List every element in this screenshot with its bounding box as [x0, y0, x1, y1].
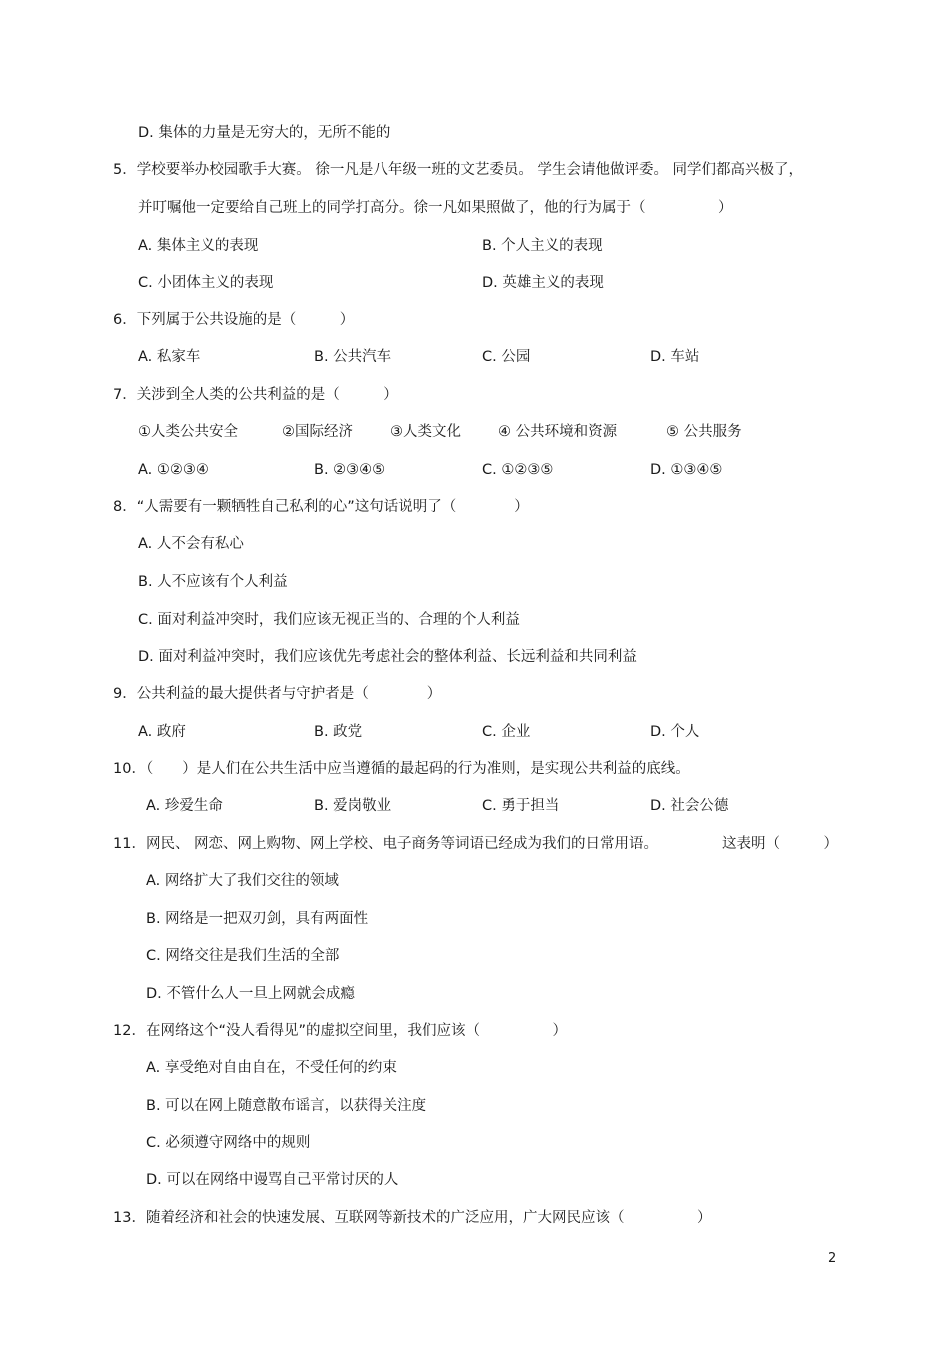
q11-option-d: D. 不管什么人一旦上网就会成瘾 [146, 986, 355, 1002]
q7-item-1: ①人类公共安全 [138, 424, 238, 440]
q5-option-b: B. 个人主义的表现 [482, 238, 603, 254]
q9-option-b: B. 政党 [314, 724, 363, 740]
q10-option-b: B. 爱岗敬业 [314, 798, 392, 814]
question-8: 8．“人需要有一颗牺牲自己私利的心”这句话说明了（ ） [113, 499, 529, 515]
q9-option-c: C. 企业 [482, 724, 531, 740]
q7-option-d: D. ①③④⑤ [650, 462, 723, 478]
question-9-options [0, 722, 950, 742]
q6-option-b: B. 公共汽车 [314, 349, 392, 365]
question-10-options [0, 796, 950, 816]
question-5-options-row-1 [0, 236, 950, 256]
q10-option-d: D. 社会公德 [650, 798, 729, 814]
q7-item-2: ②国际经济 [282, 424, 353, 440]
q12-option-a: A. 享受绝对自由自在，不受任何的约束 [146, 1060, 397, 1076]
q5-option-c: C. 小团体主义的表现 [138, 275, 274, 291]
question-12: 12．在网络这个“没人看得见”的虚拟空间里，我们应该（ ） [113, 1023, 567, 1039]
q9-option-d: D. 个人 [650, 724, 700, 740]
question-13: 13．随着经济和社会的快速发展、互联网等新技术的广泛应用，广大网民应该（ ） [113, 1210, 712, 1226]
q5-option-d: D. 英雄主义的表现 [482, 275, 604, 291]
question-11: 11．网民、 网恋、网上购物、网上学校、电子商务等词语已经成为我们的日常用语。 [113, 836, 659, 852]
q11-option-a: A. 网络扩大了我们交往的领域 [146, 873, 339, 889]
q12-option-c: C. 必须遵守网络中的规则 [146, 1135, 311, 1151]
q11-option-b: B. 网络是一把双刃剑，具有两面性 [146, 911, 369, 927]
question-7-options [0, 460, 950, 480]
q8-option-b: B. 人不应该有个人利益 [138, 574, 288, 590]
q7-option-b: B. ②③④⑤ [314, 462, 386, 478]
question-5-options-row-2 [0, 273, 950, 293]
q8-option-a: A. 人不会有私心 [138, 536, 244, 552]
q9-option-a: A. 政府 [138, 724, 186, 740]
question-6: 6．下列属于公共设施的是（ ） [113, 312, 355, 328]
q7-item-5: ⑤ 公共服务 [666, 424, 742, 440]
q7-item-4: ④ 公共环境和资源 [498, 424, 618, 440]
line-q4-option-d: D. 集体的力量是无穷大的，无所不能的 [138, 125, 391, 141]
q8-option-d: D. 面对利益冲突时，我们应该优先考虑社会的整体利益、长远利益和共同利益 [138, 649, 637, 665]
question-6-options [0, 347, 950, 367]
q5-option-a: A. 集体主义的表现 [138, 238, 259, 254]
q8-option-c: C. 面对利益冲突时，我们应该无视正当的、合理的个人利益 [138, 612, 520, 628]
q7-item-3: ③人类文化 [390, 424, 461, 440]
q6-option-c: C. 公园 [482, 349, 531, 365]
question-9: 9．公共利益的最大提供者与守护者是（ ） [113, 686, 442, 702]
q12-option-d: D. 可以在网络中谩骂自己平常讨厌的人 [146, 1172, 399, 1188]
question-7-items [0, 422, 950, 442]
q11-option-c: C. 网络交往是我们生活的全部 [146, 948, 340, 964]
page-number: 2 [828, 1251, 837, 1266]
q12-option-b: B. 可以在网上随意散布谣言，以获得关注度 [146, 1098, 427, 1114]
q10-option-a: A. 珍爱生命 [146, 798, 223, 814]
question-7: 7．关涉到全人类的公共利益的是（ ） [113, 387, 398, 403]
question-11-tail: 这表明（ ） [722, 836, 838, 852]
q6-option-d: D. 车站 [650, 349, 700, 365]
q10-option-c: C. 勇于担当 [482, 798, 560, 814]
q6-option-a: A. 私家车 [138, 349, 201, 365]
question-5-line-1: 5．学校要举办校园歌手大赛。 徐一凡是八年级一班的文艺委员。 学生会请他做评委。 同学们都高兴极了， [113, 162, 804, 178]
q7-option-a: A. ①②③④ [138, 462, 209, 478]
question-10: 10．（ ）是人们在公共生活中应当遵循的最起码的行为准则，是实现公共利益的底线。 [113, 761, 690, 777]
question-5-line-2: 并叮嘱他一定要给自己班上的同学打高分。徐一凡如果照做了，他的行为属于（ ） [138, 200, 733, 216]
q7-option-c: C. ①②③⑤ [482, 462, 554, 478]
